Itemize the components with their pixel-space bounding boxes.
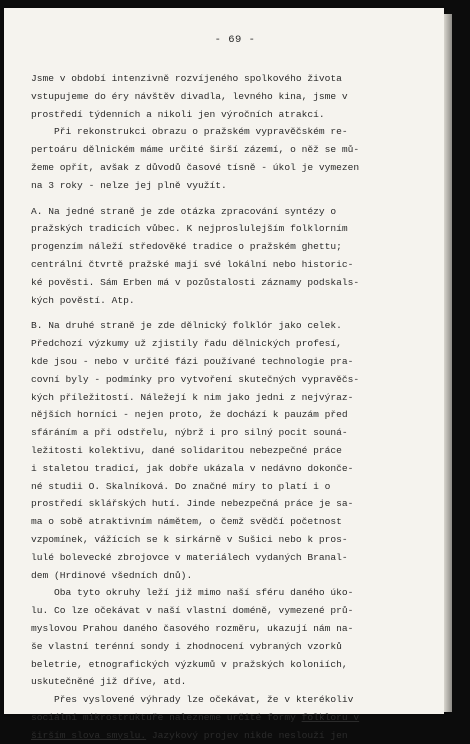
text-line: i staletou tradicí, jak dobře ukázala v nedávno dokonče- [31,462,354,474]
text-line: žeme opřít, avšak z důvodů časové tísně - úkol je vymezen [31,161,360,173]
underlined-phrase: širším slova smyslu. [31,729,147,741]
text-line: centrální čtvrtě pražské mají své lokální nebo historic- [31,258,354,270]
text-line: ké pověsti. Sám Erben má v pozůstalosti záznamy podskals- [31,276,360,288]
text-line: Při rekonstrukci obrazu o pražském vypravěčském re- [31,126,348,138]
text-line: na 3 roky - nelze jej plně využít. [31,179,227,191]
text-line: kde jsou - nebo v určité fázi používané technologie pra- [31,355,354,367]
text-line: Oba tyto okruhy leží již mimo naší sféru daného úko- [31,587,354,599]
text-line: nějších horníci - nejen proto, že dochází k pauzám před [31,409,348,421]
text-line: uskutečněné již dříve, atd. [31,676,187,688]
text-line: beletrie, etnografických výzkumů v pražských koloniích, [31,658,348,670]
text-line: še vlastní terénní sondy i zhodnocení vybraných vzorků [31,640,342,652]
text-line: ma o sobě atraktivním námětem, o čemž svědčí početnost [31,516,342,528]
text-line: širším slova smyslu. Jazykový projev nikde neslouží jen [31,729,348,741]
text-line: myslovou Prahou daného časového rozměru, ukazují nám na- [31,622,354,634]
text-line: pražských tradicích vůbec. K nejproslulejším folklorním [31,223,348,235]
paragraph [31,70,436,123]
text-line: kých pověstí. Atp. [31,294,135,306]
text-line: sociální mikrostruktuře nalezneme určité formy folkloru v [31,711,360,723]
text-line: vstupujeme do éry návštěv divadla, levného kina, jsme v [31,90,348,102]
page-edge [444,14,452,712]
text-line: sfáráním a při odstřelu, nýbrž i pro silný pocit souná- [31,427,348,439]
paragraph [31,584,436,691]
paragraph [31,691,436,744]
text-line: B. Na druhé straně je zde dělnický folklór jako celek. [31,320,342,332]
text-line: lulé bolevecké zbrojovce v materiálech vydaných Branal- [31,551,348,563]
text-line: Jsme v období intenzivně rozvíjeného spolkového života [31,73,342,84]
paragraph [31,203,436,310]
paragraph [31,317,436,584]
text-line: A. Na jedné straně je zde otázka zpracování syntézy o [31,205,337,217]
text-line: lu. Co lze očekávat v naší vlastní doméně, vymezené prů- [31,605,354,617]
text-line: dem (Hrdinové všedních dnů). [31,569,193,581]
text-line: prostředí týdenních a nikoli jen výročních atrakcí. [31,108,325,120]
text-line: pertoáru dělnickém máme určité širší zázemí, o něž se mů- [31,144,360,156]
paragraph [31,123,436,194]
text-line: vzpomínek, vážících se k sirkárně v Sušici nebo k pros- [31,533,348,545]
text-line: covní byly - podmínky pro vytvoření skutečných vypravěčs- [31,373,360,385]
text-line: Přes vyslovené výhrady lze očekávat, že v kterékoliv [31,694,354,706]
text-line: Předchozí výzkumy už zjistily řadu dělnických profesí, [31,338,342,350]
text-line: ležitosti kolektivu, dané solidaritou nebezpečné práce [31,444,342,456]
page-number: - 69 - [214,34,256,46]
text-line: progenzím náleží středověké tradice o pražském ghettu; [31,241,342,253]
text-line: né studii O. Skalníková. Do značné míry to platí i o [31,480,331,492]
text-line: prostředí sklářských hutí. Jinde nebezpečná práce je sa- [31,498,354,510]
text-line: kých příležitostí. Náležejí k nim jako jedni z nejvýraz- [31,391,354,403]
document-text [31,70,436,744]
underlined-phrase: folkloru v [301,711,360,723]
